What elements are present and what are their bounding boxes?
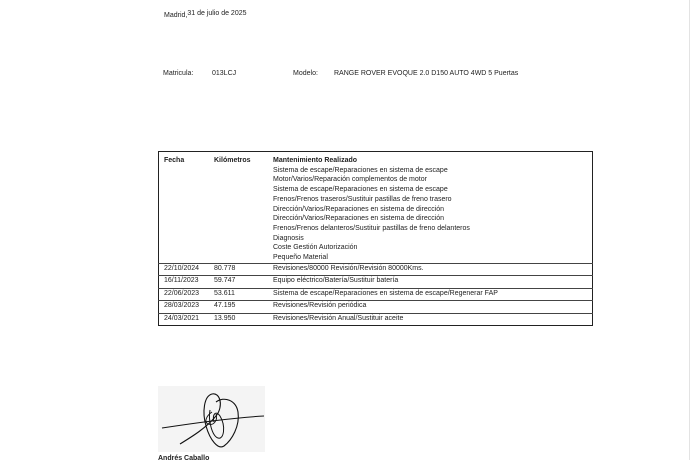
service-list [273,166,593,264]
signer-name: Andrés Caballo [158,455,210,460]
row-date: 28/03/2023 [159,301,215,314]
service-item: Frenos/Frenos delanteros/Sustituir pastillas de freno delanteros [273,224,470,232]
row-km: 47.195 [214,301,273,314]
place-date-line [164,12,247,19]
date-text: 31 de julio de 2025 [187,10,247,17]
service-item: Diagnosis [273,234,304,242]
signature-scribble-icon [158,386,265,452]
row-service: Revisiones/80000 Revisión/Revisión 80000Kms. [273,263,593,276]
service-item: Pequeño Material [273,254,328,262]
row-service: Revisiones/Revisión periódica [273,301,593,314]
table-row [159,288,593,301]
row-date: 16/11/2023 [159,276,215,289]
row-km: 13.950 [214,313,273,326]
city-text: Madrid, [164,12,188,19]
row-km: 59.747 [214,276,273,289]
row-km: 53.611 [214,288,273,301]
table-row [159,313,593,326]
plate-label: Matricula: [163,70,194,77]
service-item: Frenos/Frenos traseros/Sustituir pastillas de freno trasero [273,195,452,203]
service-item: Dirección/Varios/Reparaciones en sistema de dirección [273,205,445,213]
model-value: RANGE ROVER EVOQUE 2.0 D150 AUTO 4WD 5 Puertas [334,70,519,77]
service-item: Dirección/Varios/Reparaciones en sistema de dirección [273,215,445,223]
row-date: 22/06/2023 [159,288,215,301]
row-service: Revisiones/Revisión Anual/Sustituir aceite [273,313,593,326]
table-header-row [159,152,593,166]
table-row [159,276,593,289]
header-date: Fecha [164,157,185,164]
header-service: Mantenimiento Realizado [273,157,358,164]
service-item: Sistema de escape/Reparaciones en sistema de escape [273,186,448,194]
row-date: 22/10/2024 [159,263,215,276]
service-item: Motor/Varios/Reparación complementos de motor [273,176,427,184]
table-row [159,263,593,276]
row-service: Equipo eléctrico/Batería/Sustituir batería [273,276,593,289]
service-item: Coste Gestión Autorización [273,244,358,252]
row-date: 24/03/2021 [159,313,215,326]
maintenance-table [158,151,593,326]
row-km: 80.778 [214,263,273,276]
table-row [159,301,593,314]
row-service: Sistema de escape/Reparaciones en sistema de escape/Regenerar FAP [273,288,593,301]
header-km: Kilómetros [214,157,251,164]
model-label: Modelo: [293,70,318,77]
service-item: Sistema de escape/Reparaciones en sistema de escape [273,166,448,174]
signature-image [158,386,265,452]
table-row [159,166,593,264]
plate-value: 013LCJ [212,70,237,77]
